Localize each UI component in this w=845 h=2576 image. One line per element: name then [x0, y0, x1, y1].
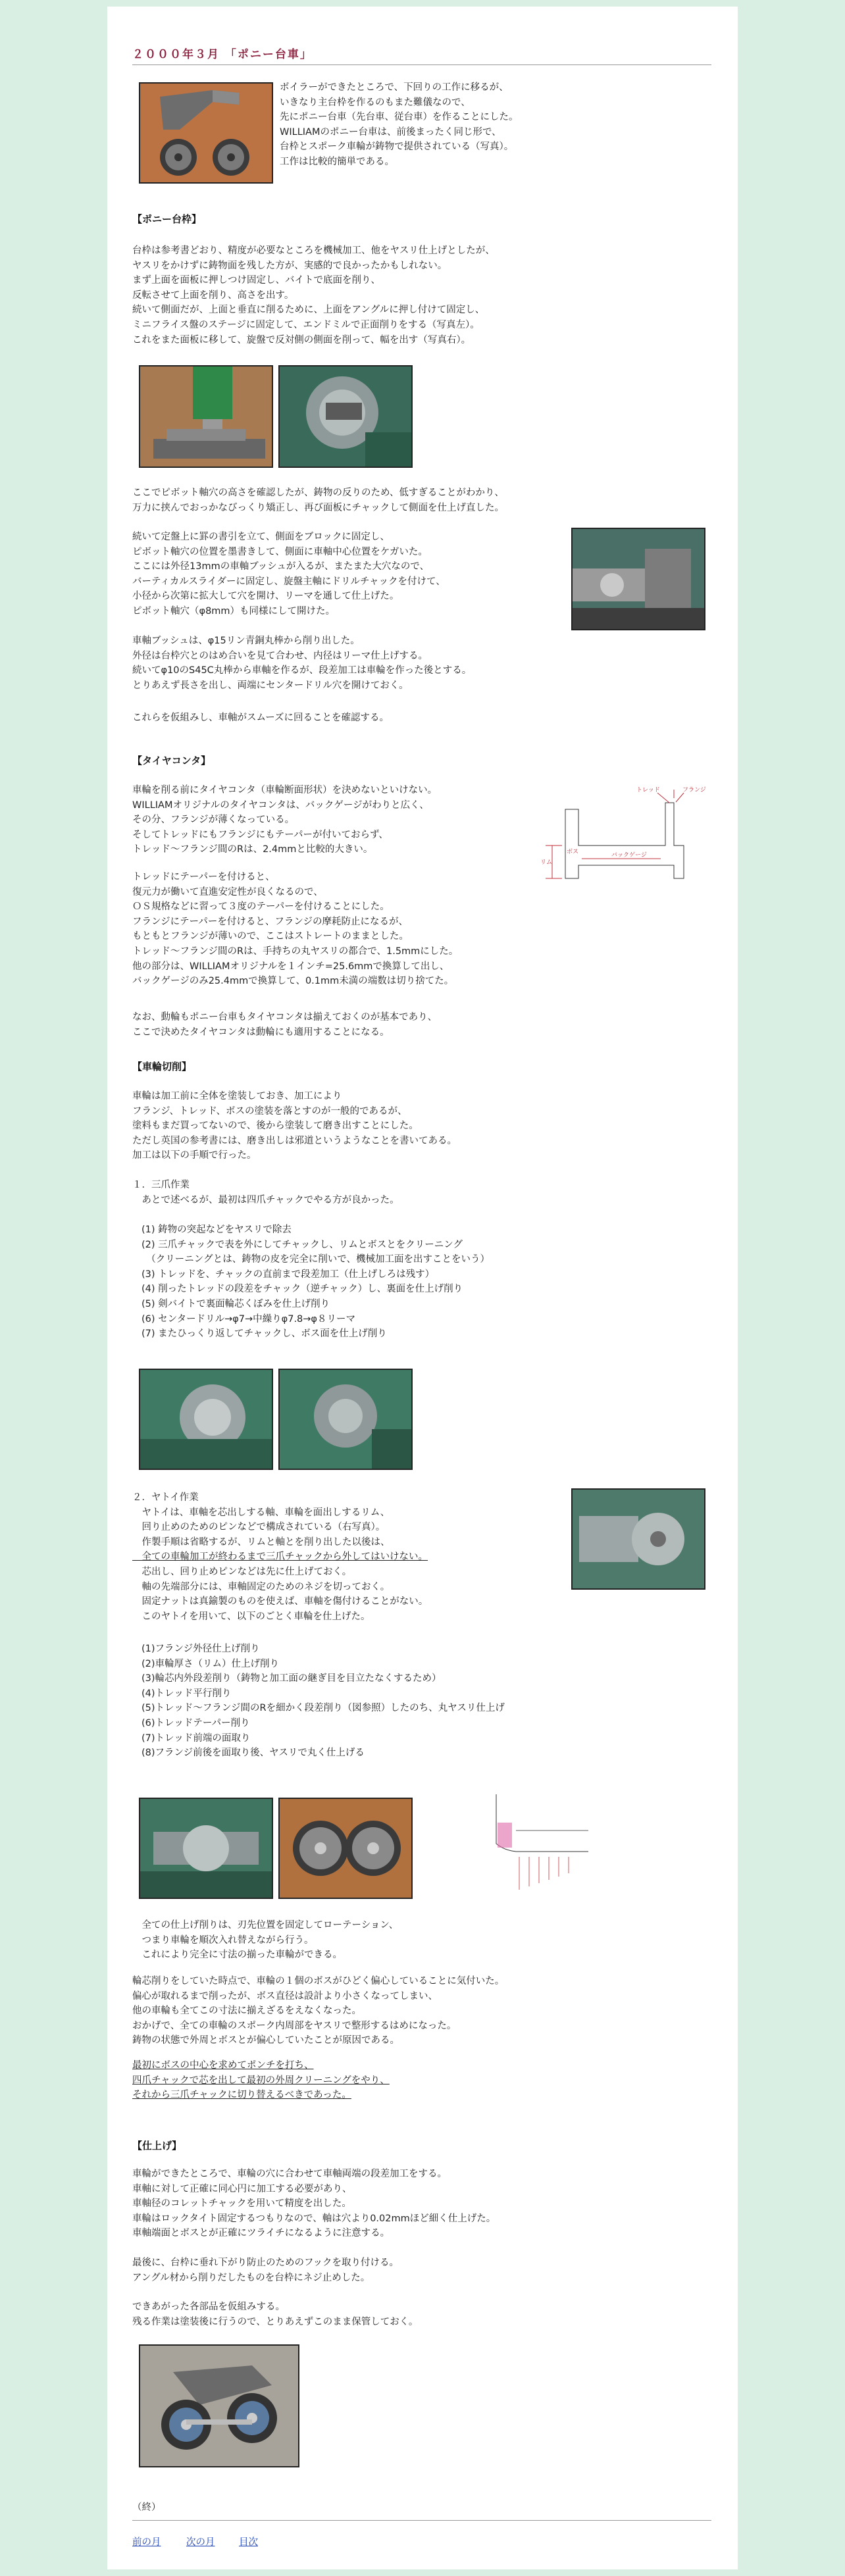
- wheel-step1-title: １．三爪作業 あとで述べるが、最初は四爪チャックでやる方が良かった。: [132, 1180, 399, 1205]
- frame-text-2: ここでピボット軸穴の高さを確認したが、鋳物の反りのため、低すぎることがわかり、 万力に挟んでおっかなびっくり矯正し、再び面板にチャックして側面を仕上げ直した。: [132, 488, 505, 513]
- end-mark: （終）: [132, 2502, 161, 2513]
- label-flange: フランジ: [682, 787, 706, 794]
- photo-finished-wheels: [278, 1798, 413, 1899]
- frame-text-3: 続いて定盤上に罫の書引を立て、側面をブロックに固定し、 ピボット軸穴の位置を墨書きして、側面に車軸中心位置をケガいた。 ここには外径13mmの車軸ブッシュが入るが、またまた大穴なので、 バーティカルスライダーに固定し、旋盤主軸にドリルチャックを付けて、 小径から次第に拡大して穴を開け、リーマを通して仕上げた。 ピボット軸穴（φ8mm）も同様にして開けた。: [132, 532, 446, 617]
- prev-month-link[interactable]: 前の月: [132, 2537, 161, 2548]
- frame-text-4: 車軸ブッシュは、φ15リン青銅丸棒から削り出した。 外径は台枠穴とのはめ合いを見て合わせ、内径はリーマ仕上げする。 続いてφ10のS45C丸棒から車軸を作るが、段差加工は車輪を作った後とする。 とりあえず長さを出し、両端にセンタードリル穴を開けておく。: [132, 636, 472, 691]
- photo-lathe-faceplate: [278, 365, 413, 468]
- diagram-stepped-fillet: [490, 1791, 595, 1900]
- next-month-link[interactable]: 次の月: [186, 2537, 215, 2548]
- photo-three-jaw-1: [139, 1369, 273, 1470]
- heading-frame: 【ポニー台枠】: [132, 213, 202, 225]
- page: [107, 7, 738, 2569]
- frame-text-5: これらを仮組みし、車軸がスムーズに回ることを確認する。: [132, 713, 390, 723]
- page-title: ２０００年３月 「ポニー台車」: [132, 48, 313, 61]
- index-link[interactable]: 目次: [239, 2537, 258, 2548]
- tire-text-2: トレッドにテーパーを付けると、 復元力が働いて直進安定性が良くなるので、 ＯＳ規格などに習って３度のテーパーを付けることにした。 フランジにテーパーを付けると、フランジの摩耗防止になるが、 もともとフランジが薄いので、ここはストレートのままとした。 トレッド～フランジ間のRは、手持ちの丸ヤスリの都合で、1.5mmにした。 他の部分は、WILLIAMオリジナルを１インチ=25.6mmで換算して出し、 バックゲージのみ25.4mmで換算して、0.1mm未満の端数は切り捨てた。: [132, 872, 459, 987]
- wheel-step2-intro: ２．ヤトイ作業 ヤトイは、車軸を芯出しする軸、車輪を面出しするリム、 回り止めのためのピンなどで構成されている（右写真）。 作製手順は省略するが、リムと軸とを削り出した以後は、 全ての車輪加工が終わるまで三爪チャックから外してはいけない。 芯出し、回り止めピンなどは先に仕上げておく。 軸の先端部分には、車軸固定のためのネジを切っておく。 固定ナットは真鍮製のものを使えば、車軸を傷付けることがない。 このヤトイを用いて、以下のごとく車輪を仕上げた。: [132, 1492, 428, 1622]
- finish-text-2: 最後に、台枠に垂れ下がり防止のためのフックを取り付ける。 アングル材から削りだしたものを台枠にネジ止めした。: [132, 2258, 399, 2283]
- heading-finishing: 【仕上げ】: [132, 2140, 182, 2152]
- finish-text-3: できあがった各部品を仮組みする。 残る作業は塗装後に行うので、とりあえずこのまま保管しておく。: [132, 2302, 419, 2327]
- label-rim: リム: [540, 859, 553, 866]
- wheel-step2-list: (1)フランジ外径仕上げ削り (2)車輪厚さ（リム）仕上げ削り (3)輪芯内外段差削り（鋳物と加工面の継ぎ目を目立たなくするため） (4)トレッド平行削り (5)トレッド～フランジ間のRを細かく段差削り（図参照）したのち、丸ヤスリ仕上げ (6)トレッドテーパー削り (7)トレッド前端の面取り (8)フランジ前後を面取り後、ヤスリで丸く仕上げる: [141, 1644, 505, 1759]
- photo-three-jaw-2: [278, 1369, 413, 1470]
- heading-tire-contour: 【タイヤコンタ】: [132, 755, 211, 767]
- wheel-text-1: 車輪は加工前に全体を塗装しておき、加工により フランジ、トレッド、ボスの塗装を落とすのが一般的であるが、 塗料もまだ買ってないので、後から塗装して磨き出すことにした。 ただし英国の参考書には、磨き出しは邪道というようなことを書いてある。 加工は以下の手順で行った。: [132, 1091, 457, 1161]
- wheel-lesson-text: 最初にボスの中心を求めてポンチを打ち、 四爪チャックで芯を出して最初の外周クリーニングをやり、 それから三爪チャックに切り替えるべきであった。: [132, 2060, 390, 2101]
- photo-castings: [139, 82, 273, 184]
- title-divider: [132, 64, 711, 65]
- label-back-gauge: バックゲージ: [611, 852, 647, 859]
- photo-jig-turning: [139, 1798, 273, 1899]
- intro-text: ボイラーができたところで、下回りの工作に移るが、 いきなり主台枠を作るのもまた難儀なので、 先にポニー台車（先台車、従台車）を作ることにした。 WILLIAMのポニー台車は、前後まったく同じ形で、 台枠とスポーク車輪が鋳物で提供されている（写真）。 工作は比較的簡単である。: [280, 82, 519, 167]
- photo-jig: [571, 1488, 705, 1590]
- wheel-rotation-text: 全ての仕上げ削りは、刃先位置を固定してローテーション、 つまり車輪を順次入れ替えながら行う。 これにより完全に寸法の揃った車輪ができる。: [132, 1920, 399, 1961]
- label-boss: ボス: [567, 849, 579, 855]
- label-tread: トレッド: [636, 787, 660, 794]
- wheel-eccentric-text: 輪芯削りをしていた時点で、車輪の１個のボスがひどく偏心していることに気付いた。 偏心が取れるまで削ったが、ボス直径は設計より小さくなってしまい、 他の車輪も全てこの寸法に揃えざるをえなくなった。 おかげで、全ての車輪のスポーク内周部をヤスリで整形するはめになった。 鋳物の状態で外周とボスとが偏心していたことが原因である。: [132, 1976, 505, 2046]
- frame-text-1: 台枠は参考書どおり、精度が必要なところを機械加工、他をヤスリ仕上げとしたが、 ヤスリをかけずに鋳物面を残した方が、実感的で良かったかもしれない。 まず上面を面板に押しつけ固定し、バイトで底面を削り、 反転させて上面を削り、高さを出す。 続いて側面だが、上面と垂直に削るために、上面をアングルに押し付けて固定し、 ミニフライス盤のステージに固定して、エンドミルで正面削りをする（写真左）。 これをまた面板に移して、旋盤で反対側の側面を削って、幅を出す（写真右）。: [132, 245, 495, 345]
- photo-milling: [139, 365, 273, 468]
- tire-text-3: なお、動輪もポニー台車もタイヤコンタは揃えておくのが基本であり、 ここで決めたタイヤコンタは動輪にも適用することになる。: [132, 1012, 438, 1038]
- wheel-step1-list: (1) 鋳物の突起などをヤスリで除去 (2) 三爪チャックで表を外にしてチャックし、リムとボスとをクリーニング （クリーニングとは、鋳物の皮を完全に削いで、機械加工面を出すことをいう） (3) トレッドを、チャックの直前まで段差加工（仕上げしろは残す） (4) 削ったトレッドの段差をチャック（逆チャック）し、裏面を仕上げ削り (5) 剣バイトで裏面輪芯くぼみを仕上げ削り (6) センタードリル→φ7→中繰りφ7.8→φ８リーマ (7) またひっくり返してチャックし、ボス面を仕上げ削り: [141, 1225, 490, 1340]
- photo-vertical-slider: [571, 528, 705, 630]
- finish-text-1: 車輪ができたところで、車輪の穴に合わせて車軸両端の段差加工をする。 車軸に対して正確に同心円に加工する必要があり、 車軸径のコレットチャックを用いて精度を出した。 車輪はロックタイト固定するつもりなので、軸は穴より0.02mmほど細く仕上げた。 車軸端面とボスとが正確にツライチになるように注意する。: [132, 2169, 496, 2239]
- warning-underline: 全ての車輪加工が終わるまで三爪チャックから外してはいけない。: [132, 1552, 428, 1563]
- photo-assembled-truck: [139, 2344, 299, 2467]
- heading-wheel-cutting: 【車輪切削】: [132, 1061, 192, 1073]
- diagram-tire-contour: [526, 780, 704, 911]
- footer-divider: [132, 2520, 711, 2521]
- tire-text-1: 車輪を削る前にタイヤコンタ（車輪断面形状）を決めないといけない。 WILLIAMオリジナルのタイヤコンタは、バックゲージがわりと広く、 その分、フランジが薄くなっている。 そしてトレッドにもフランジにもテーパーが付いておらず、 トレッド～フランジ間のRは、2.4mmと比較的大きい。: [132, 785, 438, 855]
